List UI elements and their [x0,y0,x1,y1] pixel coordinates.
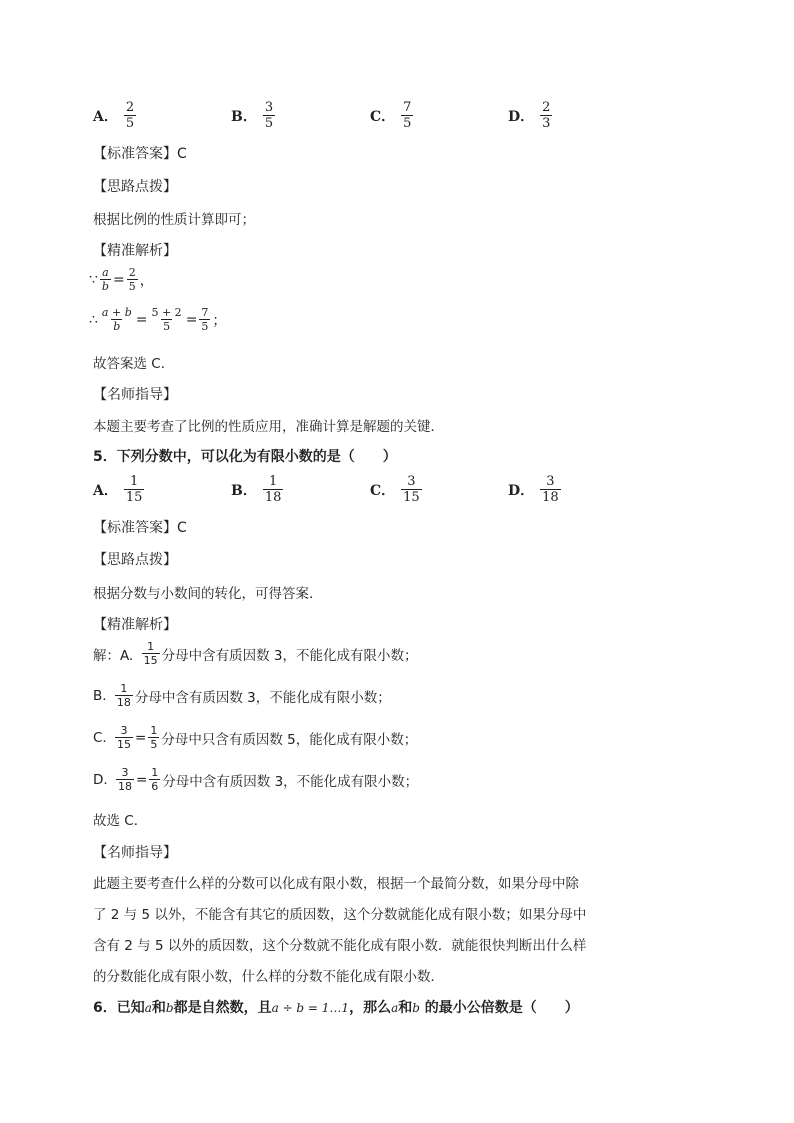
line-text: 分母中含有质因数 3，不能化成有限小数； [162,773,419,790]
fraction: $\frac{2}{5}$ [125,100,135,131]
q4-conclusion: 故答案选 C． [93,356,175,372]
q5-answer [93,517,187,537]
q5-line-c [93,724,417,751]
fraction-a-plus-b-over-b: $\frac{a + b}{b}$ [101,306,132,333]
q5-hint-heading: 【思路点拨】 [93,552,177,568]
fraction: $\frac{3}{18}$ [117,766,132,793]
answer-value: C [177,146,187,162]
q4-step1 [89,266,154,293]
option-label: A． [93,108,118,125]
option-label: D． [508,108,535,125]
q4-analysis-heading: 【精准解析】 [93,243,177,259]
line-prefix: B. [93,687,107,704]
q5-analysis-heading: 【精准解析】 [93,617,177,633]
fraction: $\frac{1}{15}$ [125,474,143,505]
expression: a ÷ b = 1…1 [271,1001,350,1015]
fraction-2-5: $\frac{2}{5}$ [128,266,136,293]
q4-hint: 根据比例的性质计算即可； [93,212,255,228]
fraction: $\frac{1}{5}$ [150,724,158,751]
line-prefix: C. [93,729,107,746]
q4-step2 [89,306,226,333]
fraction-5-plus-2-over-5: $\frac{5 + 2}{5}$ [151,306,182,333]
semicolon: ； [212,312,227,329]
option-label: C． [370,108,396,125]
equals: = [112,271,125,288]
line-text: 分母中含有质因数 3，不能化成有限小数； [134,689,391,706]
fraction: $\frac{3}{18}$ [542,474,559,505]
q5-line-d [93,766,418,793]
q5-line-a [93,640,417,667]
option-label: B． [231,482,257,499]
option-label: C． [370,482,396,499]
q4-option-a[interactable] [93,100,136,131]
line-text: 分母中只含有质因数 5，能化成有限小数； [161,731,418,748]
q4-option-b[interactable] [231,100,275,131]
var-b: b [412,1001,420,1015]
q5-teacher-line-4: 的分数能化成有限小数，什么样的分数不能化成有限小数． [93,969,444,985]
answer-heading: 【标准答案】 [93,520,177,536]
equals: = [135,311,148,328]
equals: = [135,771,148,788]
fraction: $\frac{2}{3}$ [542,100,551,131]
q5-teacher-heading: 【名师指导】 [93,845,177,861]
fraction: $\frac{1}{18}$ [116,682,131,709]
fraction-a-b: $\frac{a}{b}$ [101,266,109,293]
q5-line-b [93,682,391,709]
q4-answer [93,143,187,163]
q5-teacher-line-1: 此题主要考查什么样的分数可以化成有限小数，根据一个最简分数，如果分母中除 [93,876,579,892]
because-symbol: ∵ [89,271,98,288]
q5-question: 5．下列分数中，可以化为有限小数的是（ ） [93,449,397,465]
fraction: $\frac{7}{5}$ [403,100,412,131]
line-prefix: D. [93,771,108,788]
option-label: A． [93,482,118,499]
q6-text: 的最小公倍数是（ ） [419,1000,579,1016]
comma: ， [139,272,154,289]
q6-text: ，那么 [349,1000,392,1016]
therefore-symbol: ∴ [89,311,98,328]
q5-teacher-line-3: 含有 2 与 5 以外的质因数，这个分数就不能化成有限小数．就能很快判断出什么样 [93,938,587,954]
line-prefix: 解：A. [93,647,134,664]
q5-hint: 根据分数与小数间的转化，可得答案． [93,586,323,602]
q5-teacher-line-2: 了 2 与 5 以外，不能含有其它的质因数，这个分数就能化成有限小数；如果分母中 [93,907,587,923]
q5-option-c[interactable] [370,474,422,505]
q4-teacher-heading: 【名师指导】 [93,387,177,403]
q5-option-b[interactable] [231,474,283,505]
q4-teacher: 本题主要考查了比例的性质应用，准确计算是解题的关键． [93,419,444,435]
q5-conclusion: 故选 C． [93,813,148,829]
fraction: $\frac{3}{5}$ [264,100,274,131]
q6-text: 都是自然数，且 [173,1000,272,1016]
q4-hint-heading: 【思路点拨】 [93,179,177,195]
q5-option-a[interactable] [93,474,144,505]
q6-text: 6．已知 [93,1000,145,1016]
q4-option-c[interactable] [370,100,413,131]
var-a: a [144,1001,152,1015]
q6-text: 和 [151,1000,166,1016]
fraction: $\frac{3}{15}$ [403,474,420,505]
line-text: 分母中含有质因数 3，不能化成有限小数； [161,647,418,664]
q4-option-d[interactable] [508,100,552,131]
equals: = [135,729,147,746]
fraction-7-5: $\frac{7}{5}$ [201,306,209,333]
answer-value: C [177,520,187,536]
q6-question [93,997,579,1017]
option-label: D． [508,482,535,499]
option-label: B． [231,108,257,125]
equals: = [185,311,198,328]
fraction: $\frac{1}{18}$ [264,474,282,505]
fraction: $\frac{1}{6}$ [151,766,159,793]
answer-heading: 【标准答案】 [93,146,177,162]
var-a: a [391,1001,399,1015]
q6-text: 和 [398,1000,413,1016]
q5-option-d[interactable] [508,474,561,505]
var-b: b [165,1001,174,1015]
fraction: $\frac{3}{15}$ [117,724,132,751]
fraction: $\frac{1}{15}$ [143,640,158,667]
